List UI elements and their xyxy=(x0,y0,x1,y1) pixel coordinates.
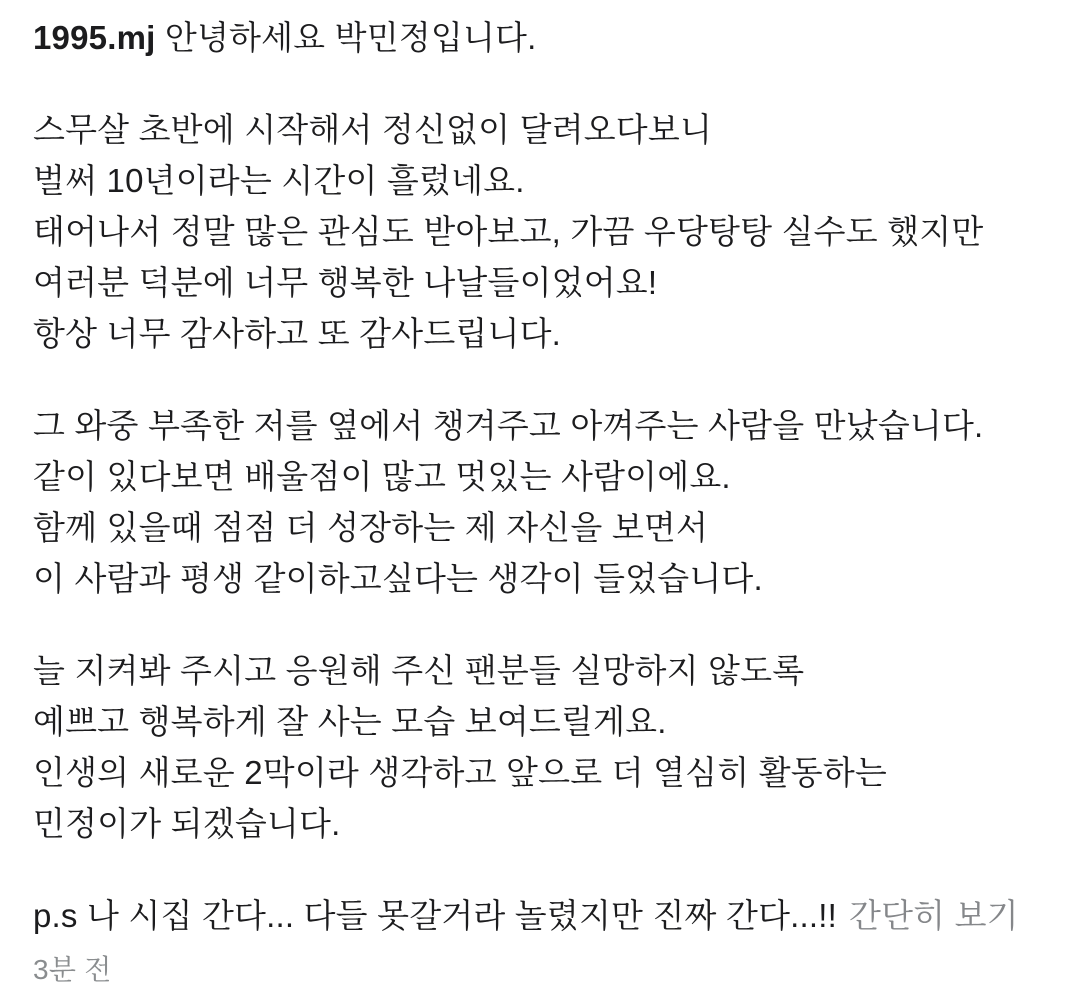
caption-paragraphs xyxy=(33,104,1052,849)
caption-line: 이 사람과 평생 같이하고싶다는 생각이 들었습니다. xyxy=(33,560,763,597)
caption-ps-text: p.s 나 시집 간다... 다들 못갈거라 놀렸지만 진짜 간다...!! xyxy=(33,897,837,934)
caption-line: 여러분 덕분에 너무 행복한 나날들이었어요! xyxy=(33,264,658,301)
caption-line: 스무살 초반에 시작해서 정신없이 달려오다보니 xyxy=(33,111,713,148)
caption-line: 같이 있다보면 배울점이 많고 멋있는 사람이에요. xyxy=(33,458,731,495)
caption-line: 그 와중 부족한 저를 옆에서 챙겨주고 아껴주는 사람을 만났습니다. xyxy=(33,407,984,444)
caption-paragraph xyxy=(33,104,1052,359)
caption-intro-text: 안녕하세요 박민정입니다. xyxy=(164,19,537,56)
caption-line: 인생의 새로운 2막이라 생각하고 앞으로 더 열심히 활동하는 xyxy=(33,754,888,791)
timestamp: 3분 전 xyxy=(33,954,112,985)
caption-line: 늘 지켜봐 주시고 응원해 주신 팬분들 실망하지 않도록 xyxy=(33,652,805,689)
caption-paragraph xyxy=(33,400,1052,604)
caption-line: 벌써 10년이라는 시간이 흘렀네요. xyxy=(33,162,525,199)
caption-line: 항상 너무 감사하고 또 감사드립니다. xyxy=(33,315,562,352)
caption-line: 민정이가 되겠습니다. xyxy=(33,805,341,842)
caption-line: 태어나서 정말 많은 관심도 받아보고, 가끔 우당탕탕 실수도 했지만 xyxy=(33,213,984,250)
show-less-link[interactable]: 간단히 보기 xyxy=(849,897,1019,934)
caption-line: 예쁘고 행복하게 잘 사는 모습 보여드릴게요. xyxy=(33,703,667,740)
caption-first-line xyxy=(33,12,1052,63)
caption-line: 함께 있을때 점점 더 성장하는 제 자신을 보면서 xyxy=(33,509,709,546)
caption-paragraph xyxy=(33,645,1052,849)
caption-ps-line xyxy=(33,890,1052,941)
username-link[interactable]: 1995.mj xyxy=(33,19,156,56)
